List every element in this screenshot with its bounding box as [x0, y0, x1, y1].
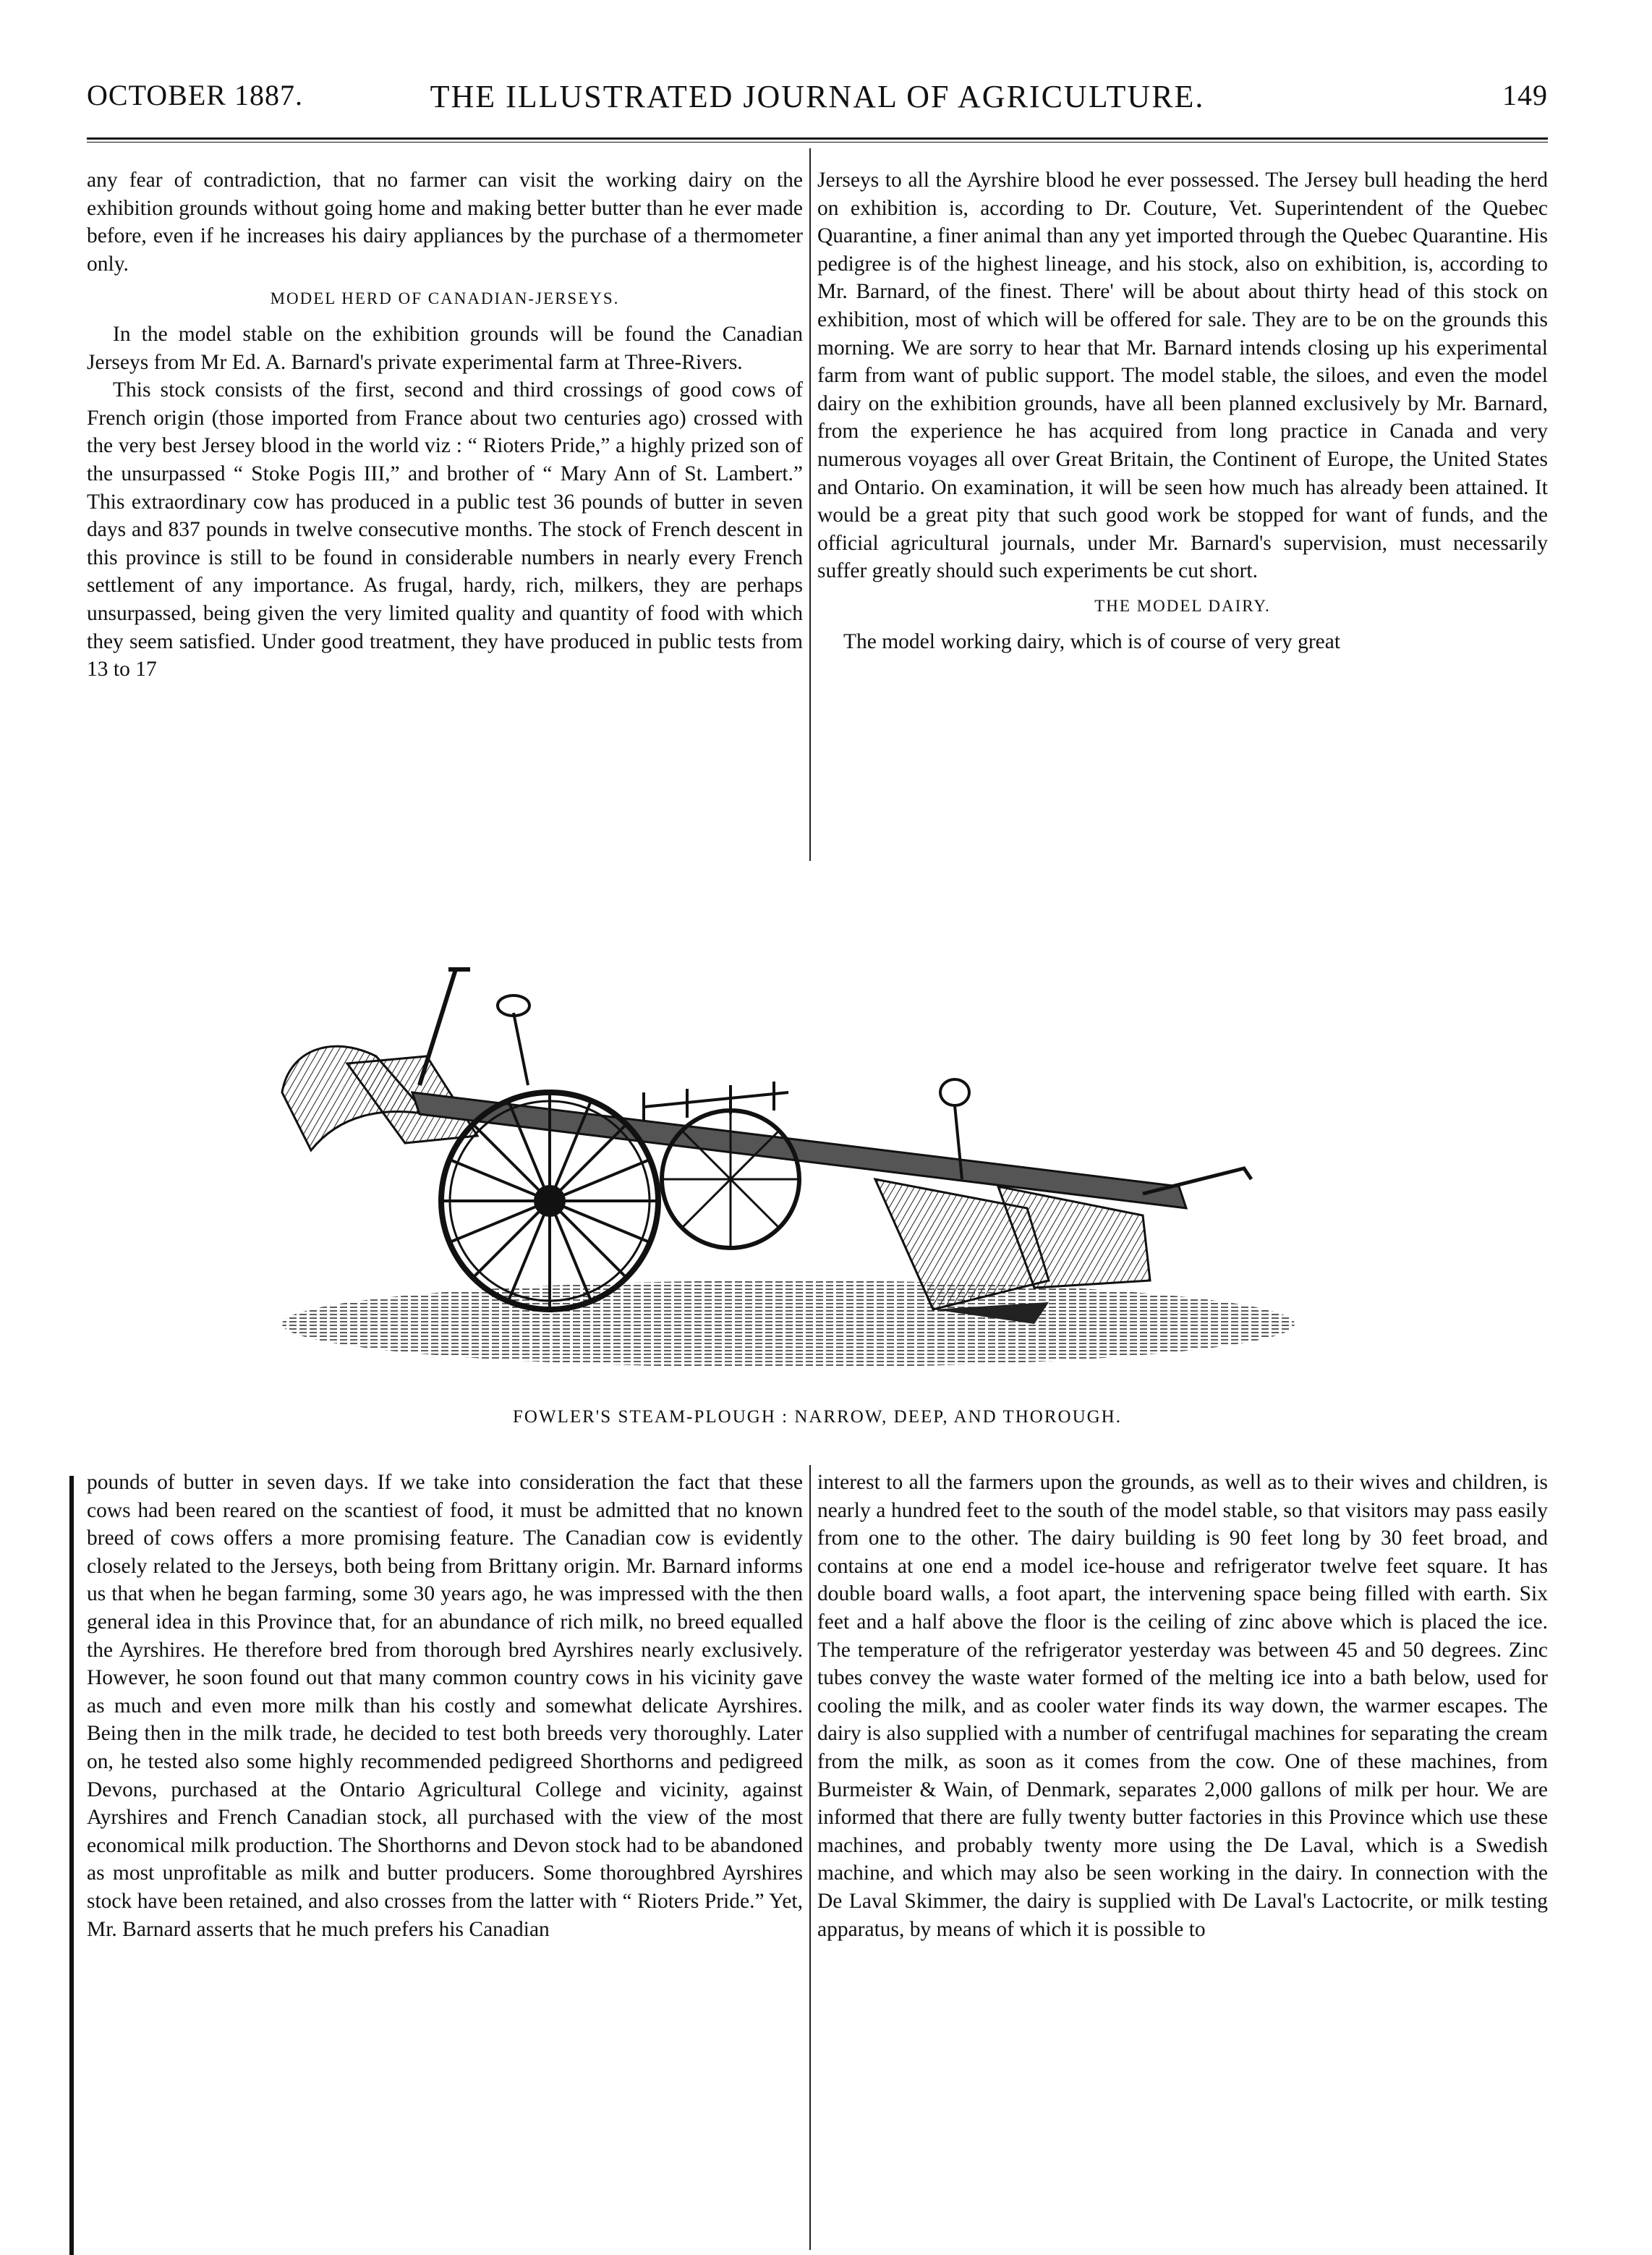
paragraph: This stock consists of the first, second and third crossings of good cows of French origin (those imported from France about two centuries ago) crossed with the very best Jersey blood in the world viz : “ Rioters Pride,” a highly prized son of the unsurpassed “ Stoke Pogis III,” and brother of “ Mary Ann of St. Lambert.” This extraordinary cow has produced in a public test 36 pounds of butter in seven days and 837 pounds in twelve consecutive months. The stock of French descent in this province is still to be found in considerable numbers in nearly every French settlement of any importance. As frugal, hardy, rich, milkers, they are perhaps unsurpassed, being given the very limited quality and quantity of food with which they seem satisfied. Under good treatment, they have produced in public tests from 13 to 17 [87, 378, 803, 681]
page-header [87, 78, 1548, 129]
steering-column [514, 1013, 528, 1085]
journal-title: THE ILLUSTRATED JOURNAL OF AGRICULTURE. [430, 79, 1205, 114]
steering-wheel-front [498, 995, 529, 1016]
paragraph: any fear of contradiction, that no farmer can visit the working dairy on the exhibition grounds without going home and making better butter than he ever made before, even if he increases his dairy appliances by the purchase of a thermometer only. [87, 169, 803, 276]
second-wheel-spokes [662, 1110, 799, 1248]
issue-date: OCTOBER 1887. [87, 79, 303, 111]
steering-wheel-rear [940, 1079, 969, 1105]
header-rule-thin [87, 142, 1548, 143]
figure-caption: FOWLER'S STEAM-PLOUGH : NARROW, DEEP, AND THOROUGH. [513, 1407, 1122, 1427]
seat-rail [644, 1082, 788, 1121]
paragraph: In the model stable on the exhibition grounds will be found the Canadian Jerseys from Mr Ed. A. Barnard's private experimental farm at Three-Rivers. [87, 322, 803, 374]
ground-shading [282, 1281, 1295, 1367]
paragraph: pounds of butter in seven days. If we take into consideration the fact that these cows had been reared on the scantiest of food, it must be admitted that no known breed of cows offers a more promising feature. The Canadian cow is evidently closely related to the Jerseys, both being from Brittany origin. Mr. Barnard informs us that when he began farming, some 30 years ago, he was impressed with the then general idea in this Province that, for an abundance of rich milk, no breed equalled the Ayrshires. He therefore bred from thorough bred Ayrshires nearly exclusively. However, he soon found out that many common country cows in his vicinity gave as much and even more milk than his costly and somewhat delicate Ayrshires. Being then in the milk trade, he decided to test both breeds very thoroughly. Later on, he tested also some highly recommended pedigreed Shorthorns and pedigreed Devons, purchased at the Ontario Agricultural College and vicinity, against Ayrshires and French Canadian stock, all purchased with the view of the most economical milk production. The Shorthorns and Devon stock had to be abandoned as most unprofitable as milk and butter producers. Some thoroughbred Ayrshires stock have been retained, and also crosses from the latter with “ Rioters Pride.” Yet, Mr. Barnard asserts that he much prefers his Canadian [87, 1471, 803, 1941]
column-bottom-left [87, 1469, 803, 1943]
section-heading: THE MODEL DAIRY. [1094, 596, 1271, 615]
section-heading: MODEL HERD OF CANADIAN-JERSEYS. [270, 289, 620, 308]
column-divider-top [809, 148, 811, 861]
column-bottom-right [817, 1469, 1548, 1943]
column-top-left [87, 166, 803, 684]
lever [420, 969, 456, 1085]
wheel-hub [534, 1185, 566, 1217]
page-number: 149 [1502, 79, 1548, 111]
steam-plough-illustration [239, 875, 1353, 1382]
header-rule [87, 137, 1548, 140]
tail-bar [1143, 1168, 1251, 1194]
paragraph: The model working dairy, which is of course of very great [843, 629, 1341, 653]
binding-edge [69, 1476, 74, 2255]
paragraph: Jerseys to all the Ayrshire blood he ever possessed. The Jersey bull heading the herd on exhibition is, according to Dr. Couture, Vet. Superintendent of the Quebec Quarantine, a finer animal than any yet imported through the Quebec Quarantine. His pedigree is of the highest lineage, and his stock, also on exhibition, is, according to Mr. Barnard, of the finest. There' will be about about thirty head of this stock on exhibition, most of which will be offered for sale. They are to be on the grounds this morning. We are sorry to hear that Mr. Barnard intends closing up his experimental farm from want of public support. The model stable, the siloes, and even the model dairy on the exhibition grounds, have all been planned exclusively by Mr. Barnard, from the experience he has acquired from long practice in Canada and very numerous voyages all over Great Britain, the Continent of Europe, the United States and Ontario. On examination, it will be seen how much has already been attained. It would be a great pity that such good work be stopped for want of funds, and the official agricultural journals, under Mr. Barnard's supervision, must necessarily suffer greatly should such experiments be cut short. [817, 169, 1548, 583]
column-divider-bottom [809, 1465, 811, 2250]
paragraph: interest to all the farmers upon the grounds, as well as to their wives and children, is nearly a hundred feet to the south of the model stable, so that visitors may pass easily from one to the other. The dairy building is 90 feet long by 30 feet broad, and contains at one end a model ice-house and refrigerator twelve feet square. It has double board walls, a foot apart, the intervening space being filled with earth. Six feet and a half above the floor is the ceiling of zinc above which is placed the ice. The temperature of the refrigerator yesterday was between 45 and 50 degrees. Zinc tubes convey the waste water formed of the melting ice into a bath below, used for cooling the milk, and as cooler water finds its way down, the warmer escapes. The dairy is also supplied with a number of centrifugal machines for separating the cream from the milk, as soon as it comes from the cow. One of these machines, from Burmeister & Wain, of Denmark, separates 2,000 gallons of milk per hour. We are informed that there are fully twenty butter factories in this Province which use these machines, and probably twenty more using the De Laval, which is a Swedish machine, and which may also be seen working in the dairy. In connection with the De Laval Skimmer, the dairy is supplied with De Laval's Lactocrite, or milk testing apparatus, by means of which it is possible to [817, 1471, 1548, 1941]
plough-engraving [239, 875, 1353, 1382]
column-top-right [817, 166, 1548, 655]
